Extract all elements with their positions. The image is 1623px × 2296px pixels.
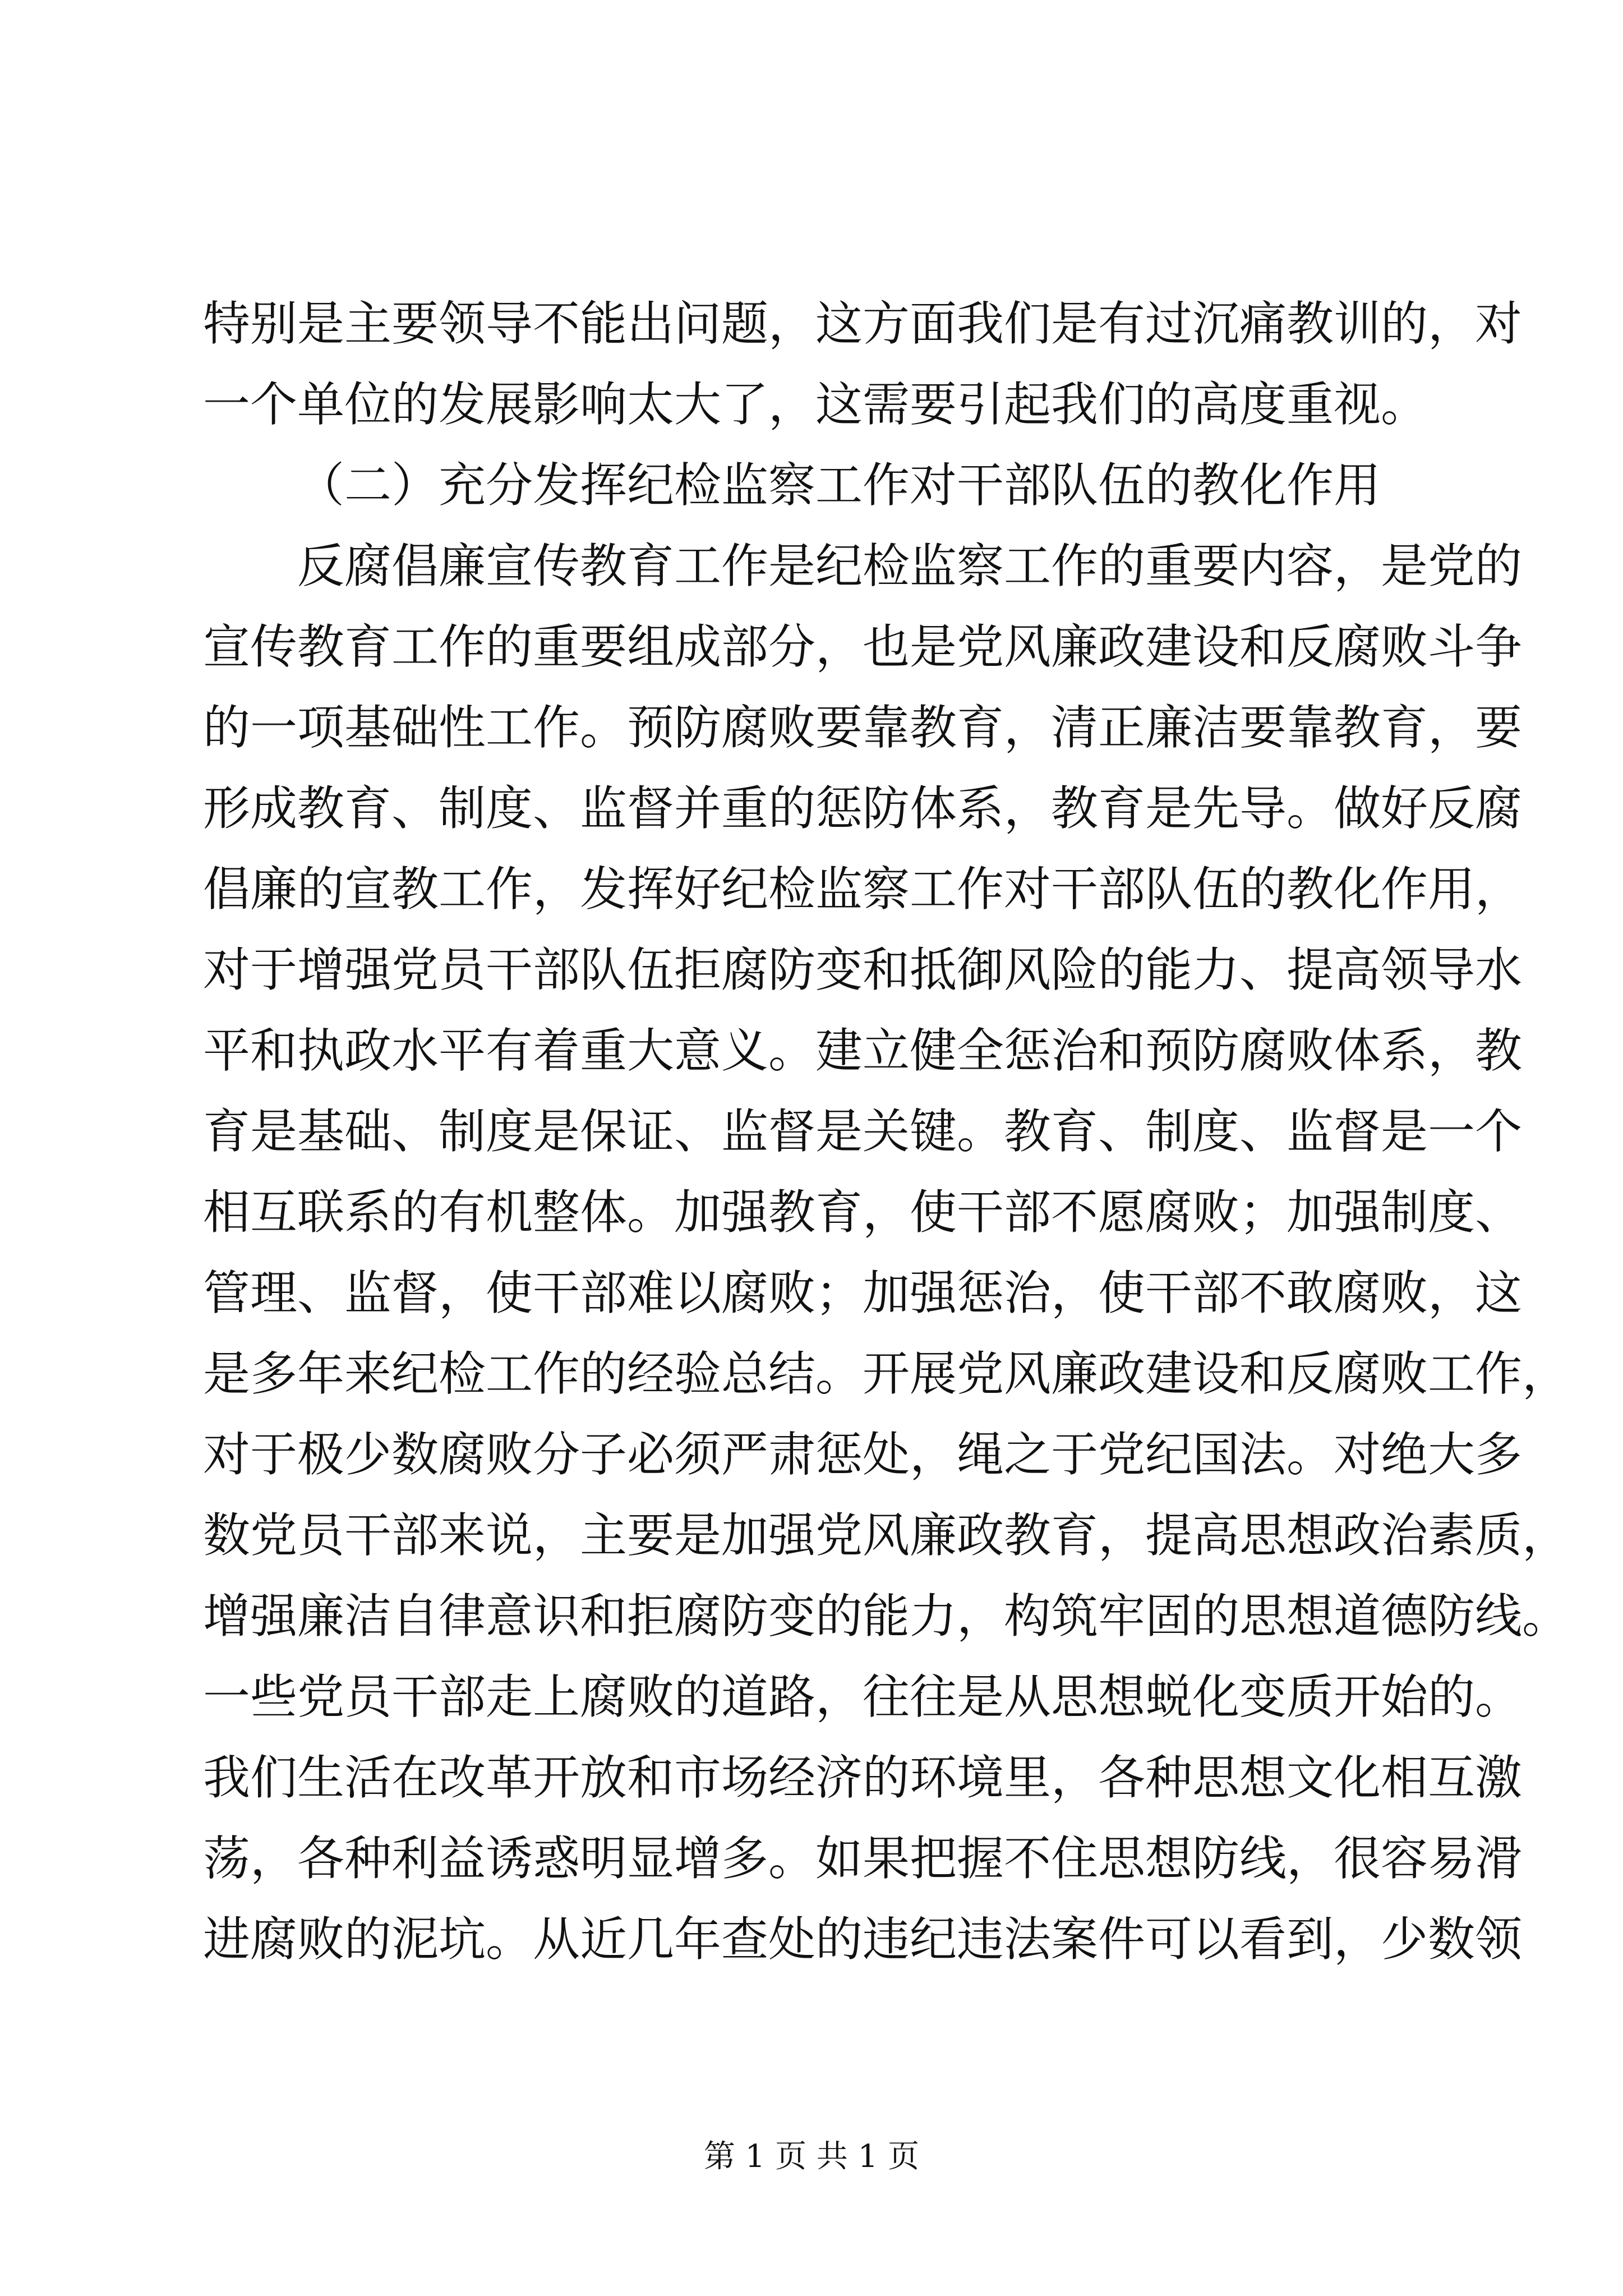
text-line: 宣传教育工作的重要组成部分，也是党风廉政建设和反腐败斗争 — [203, 619, 1523, 674]
text-line: 一些党员干部走上腐败的道路，往往是从思想蜕化变质开始的。 — [203, 1669, 1523, 1724]
text-line: 倡廉的宣教工作，发挥好纪检监察工作对干部队伍的教化作用， — [203, 862, 1523, 917]
text-line: 特别是主要领导不能出问题，这方面我们是有过沉痛教训的，对 — [203, 296, 1523, 351]
text-line: 对于增强党员干部队伍拒腐防变和抵御风险的能力、提高领导水 — [203, 942, 1523, 997]
section-heading: （二）充分发挥纪检监察工作对干部队伍的教化作用 — [297, 458, 1381, 513]
text-line: 对于极少数腐败分子必须严肃惩处，绳之于党纪国法。对绝大多 — [203, 1427, 1523, 1482]
body-text — [203, 283, 1570, 1980]
paragraph-first-line: 反腐倡廉宣传教育工作是纪检监察工作的重要内容，是党的 — [297, 539, 1523, 593]
text-line: 平和执政水平有着重大意义。建立健全惩治和预防腐败体系，教 — [203, 1023, 1523, 1078]
text-line: 我们生活在改革开放和市场经济的环境里，各种思想文化相互激 — [203, 1750, 1523, 1805]
text-line: 增强廉洁自律意识和拒腐防变的能力，构筑牢固的思想道德防线。 — [203, 1589, 1570, 1644]
text-line: 数党员干部来说，主要是加强党风廉政教育，提高思想政治素质， — [203, 1508, 1570, 1563]
text-line: 育是基础、制度是保证、监督是关键。教育、制度、监督是一个 — [203, 1104, 1523, 1159]
text-line: 进腐败的泥坑。从近几年查处的违纪违法案件可以看到，少数领 — [203, 1912, 1523, 1967]
text-line: 管理、监督，使干部难以腐败；加强惩治，使干部不敢腐败，这 — [203, 1266, 1523, 1320]
text-line: 一个单位的发展影响太大了，这需要引起我们的高度重视。 — [203, 377, 1428, 432]
text-line: 是多年来纪检工作的经验总结。开展党风廉政建设和反腐败工作， — [203, 1346, 1570, 1401]
text-line: 的一项基础性工作。预防腐败要靠教育，清正廉洁要靠教育，要 — [203, 700, 1523, 755]
text-line: 形成教育、制度、监督并重的惩防体系，教育是先导。做好反腐 — [203, 781, 1523, 836]
page-footer: 第 1 页 共 1 页 — [703, 2138, 920, 2175]
text-line: 荡，各种利益诱惑明显增多。如果把握不住思想防线，很容易滑 — [203, 1831, 1523, 1886]
text-line: 相互联系的有机整体。加强教育，使干部不愿腐败；加强制度、 — [203, 1185, 1523, 1240]
